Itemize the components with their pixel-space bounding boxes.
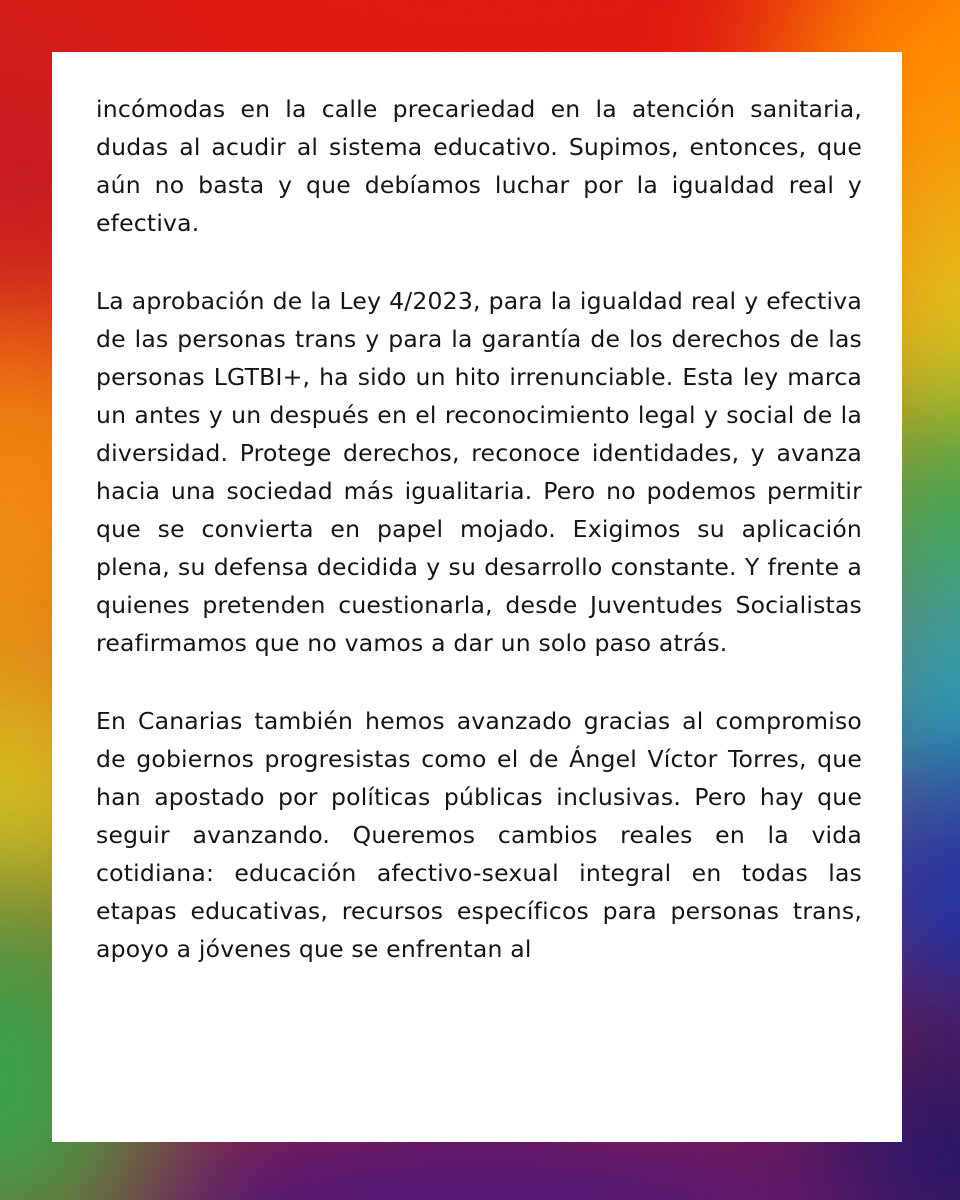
paragraph-3: En Canarias también hemos avanzado gracias al compromiso de gobiernos progresistas como el de Ángel Víctor Torres, que han apostado por políticas públicas inclusivas. Pero hay que seguir avanzando. Queremos cambios reales en la vida cotidiana: educación afectivo-sexual integral en todas las etapas educativas, recursos específicos para personas trans, apoyo a jóvenes que se enfrentan al: [96, 707, 862, 963]
paragraph-1: incómodas en la calle precariedad en la atención sanitaria, dudas al acudir al sistema educativo. Supimos, entonces, que aún no basta y que debíamos luchar por la igualdad real y efectiva.: [96, 95, 862, 237]
text-card: [52, 52, 902, 1142]
paragraph-2: La aprobación de la Ley 4/2023, para la igualdad real y efectiva de las personas trans y para la garantía de los derechos de las personas LGTBI+, ha sido un hito irrenunciable. Esta ley marca un antes y un después en el reconocimiento legal y social de la diversidad. Protege derechos, reconoce identidades, y avanza hacia una sociedad más igualitaria. Pero no podemos permitir que se convierta en papel mojado. Exigimos su aplicación plena, su defensa decidida y su desarrollo constante. Y frente a quienes pretenden cuestionarla, desde Juventudes Socialistas reafirmamos que no vamos a dar un solo paso atrás.: [96, 287, 862, 657]
document-body: [96, 90, 862, 1008]
